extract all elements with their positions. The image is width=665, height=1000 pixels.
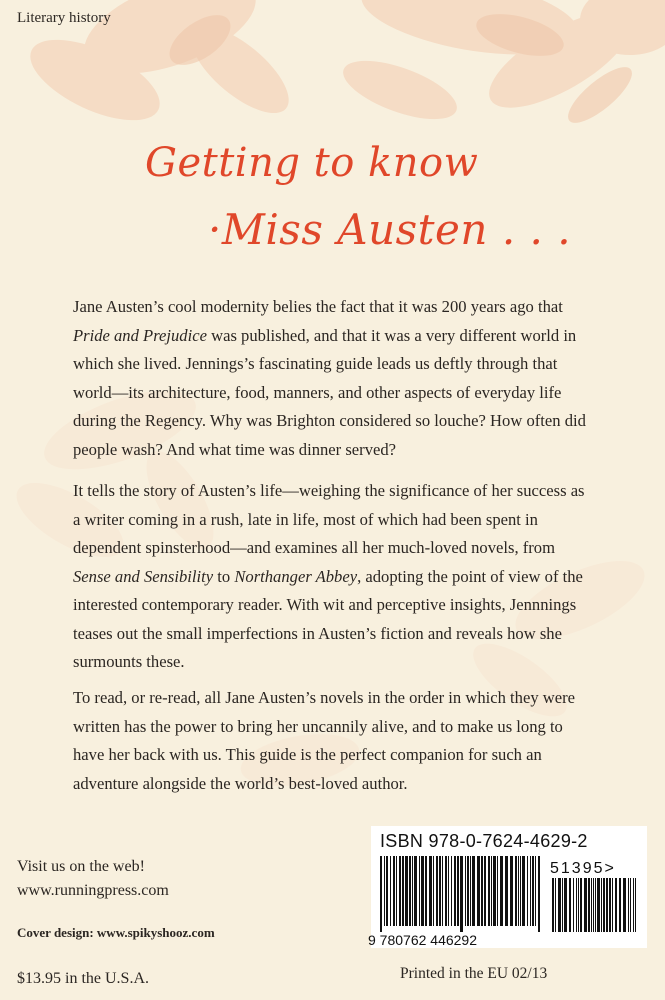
paragraph-text: It tells the story of Austen’s life—weighing the significance of her success as a writer coming in a rush, late in life, most of which had been spent in dependent spinsterhood—and examines all her much-loved novels, from bbox=[73, 481, 585, 557]
barcode-bar bbox=[402, 856, 404, 926]
barcode-bar bbox=[386, 856, 388, 926]
barcode-addon-bar bbox=[615, 878, 617, 932]
barcode-bar bbox=[405, 856, 408, 926]
barcode-bar bbox=[488, 856, 490, 926]
cover-design-credit: Cover design: www.spikyshooz.com bbox=[17, 925, 215, 940]
barcode-bar bbox=[429, 856, 432, 926]
barcode-bar bbox=[535, 856, 536, 926]
barcode-addon-bar bbox=[591, 878, 592, 932]
barcode-bar bbox=[380, 856, 382, 932]
barcode-addon-bar bbox=[597, 878, 600, 932]
barcode-bar bbox=[439, 856, 441, 926]
barcode-digits bbox=[366, 930, 566, 950]
barcode-addon-bar bbox=[584, 878, 587, 932]
barcode-addon-bar bbox=[633, 878, 634, 932]
paragraph-text: To read, or re-read, all Jane Austen’s novels in the order in which they were written has the power to bring her uncannily alive, and to make us long to have her back with us. This guide is the perfect companion for such an adventure alongside the world’s best-loved author. bbox=[73, 688, 576, 793]
barcode-bar bbox=[445, 856, 447, 926]
barcode-addon-bar bbox=[580, 878, 582, 932]
barcode-addon-bar bbox=[573, 878, 574, 932]
blurb-paragraph-3 bbox=[73, 684, 595, 798]
barcode-bar bbox=[414, 856, 417, 926]
barcode-bar bbox=[527, 856, 528, 926]
barcode-addon-bar bbox=[588, 878, 590, 932]
barcode-bar bbox=[470, 856, 471, 926]
barcode-bar bbox=[532, 856, 534, 926]
paragraph-text: , adopting the point of view of the interested contemporary reader. With wit and perceptive insights, Jennnings teases out the small imperfections in Austen’s fiction and reveals how she surmounts these. bbox=[73, 566, 583, 671]
price-text: $13.95 in the U.S.A. bbox=[17, 970, 149, 987]
paragraph-text: was published, and that it was a very different world in which she lived. Jennings’s fascinating guide leads us deftly through that world—its architecture, food, manners, and other aspects of everyday life during the Regency. Why was Brighton considered so louche? How often did people wash? And what time was dinner served? bbox=[73, 325, 586, 459]
barcode-bar bbox=[477, 856, 480, 926]
barcode-bar bbox=[393, 856, 395, 926]
barcode-bar bbox=[518, 856, 519, 926]
barcode-bar bbox=[436, 856, 438, 926]
barcode-bar bbox=[419, 856, 420, 926]
barcode-addon-bar bbox=[578, 878, 579, 932]
barcode-addon-bar bbox=[619, 878, 621, 932]
barcode-addon-bar bbox=[612, 878, 613, 932]
barcode-bar bbox=[448, 856, 449, 926]
barcode-bar bbox=[497, 856, 498, 926]
blurb-paragraph-1 bbox=[73, 293, 595, 464]
visit-us-text: Visit us on the web! bbox=[17, 858, 145, 875]
ean-digits-text: 9 780762 446292 bbox=[368, 932, 477, 948]
barcode-bar bbox=[412, 856, 413, 926]
barcode-bar bbox=[500, 856, 503, 926]
barcode-bar bbox=[433, 856, 434, 926]
barcode-addon-bar bbox=[569, 878, 571, 932]
book-title-italic: Pride and Prejudice bbox=[73, 325, 207, 345]
barcode-addon-bar bbox=[623, 878, 626, 932]
barcode-bar bbox=[442, 856, 443, 926]
barcode-bar bbox=[538, 856, 540, 932]
barcode-addon-bar bbox=[552, 878, 554, 932]
barcode-addon-bar bbox=[593, 878, 594, 932]
barcode-addon-bar bbox=[603, 878, 605, 932]
barcode-addon-bar bbox=[606, 878, 608, 932]
barcode-bar bbox=[467, 856, 469, 926]
book-title-italic: Sense and Sensibility bbox=[73, 566, 214, 586]
barcode-bar bbox=[384, 856, 385, 926]
barcode-bar bbox=[481, 856, 483, 926]
barcode-addon-bar bbox=[609, 878, 611, 932]
paragraph-text: Jane Austen’s cool modernity belies the fact that it was 200 years ago that bbox=[73, 297, 563, 316]
isbn-text: ISBN 978-0-7624-4629-2 bbox=[380, 831, 588, 851]
barcode-bar bbox=[491, 856, 492, 926]
barcode-addon-bar bbox=[555, 878, 556, 932]
addon-digits-text: 51395> bbox=[550, 860, 616, 877]
barcode-addon-bar bbox=[595, 878, 596, 932]
paragraph-text: to bbox=[213, 566, 235, 586]
barcode-addon-bar bbox=[576, 878, 577, 932]
category-label: Literary history bbox=[17, 10, 111, 26]
blurb-paragraph-2 bbox=[73, 477, 595, 677]
barcode-addon-bar bbox=[562, 878, 563, 932]
barcode-bar bbox=[451, 856, 452, 926]
barcode-bar bbox=[505, 856, 508, 926]
barcode-bar bbox=[472, 856, 475, 926]
barcode-bar bbox=[484, 856, 486, 926]
barcode-bar bbox=[493, 856, 496, 926]
barcode-addon-bar bbox=[628, 878, 629, 932]
barcode-bar bbox=[520, 856, 521, 926]
barcode-addon-bar bbox=[564, 878, 567, 932]
barcode-bar bbox=[457, 856, 459, 926]
barcode-bar bbox=[515, 856, 517, 926]
barcode-bar bbox=[465, 856, 466, 926]
publisher-website-link[interactable]: www.runningpress.com bbox=[17, 882, 169, 899]
printed-in-text: Printed in the EU 02/13 bbox=[400, 965, 548, 982]
barcode-bar bbox=[409, 856, 411, 926]
addon-digits bbox=[548, 856, 638, 878]
barcode-bar bbox=[454, 856, 456, 926]
book-title-italic: Northanger Abbey bbox=[234, 566, 358, 586]
barcode-addon-bar bbox=[558, 878, 561, 932]
title-line-1: Getting to know bbox=[145, 140, 479, 186]
barcode-bar bbox=[399, 856, 401, 926]
barcode-bar bbox=[421, 856, 424, 926]
barcode-bar bbox=[522, 856, 525, 926]
barcode-bar bbox=[530, 856, 531, 926]
barcode-bar bbox=[460, 856, 463, 932]
barcode-bar bbox=[425, 856, 427, 926]
barcode-addon-bar bbox=[601, 878, 602, 932]
title-line-2: ·Miss Austen . . . bbox=[208, 205, 572, 254]
barcode-bar bbox=[510, 856, 513, 926]
barcode-addon-bar bbox=[635, 878, 636, 932]
barcode-bar bbox=[396, 856, 397, 926]
barcode-bar bbox=[390, 856, 391, 926]
barcode-addon-bar bbox=[630, 878, 631, 932]
